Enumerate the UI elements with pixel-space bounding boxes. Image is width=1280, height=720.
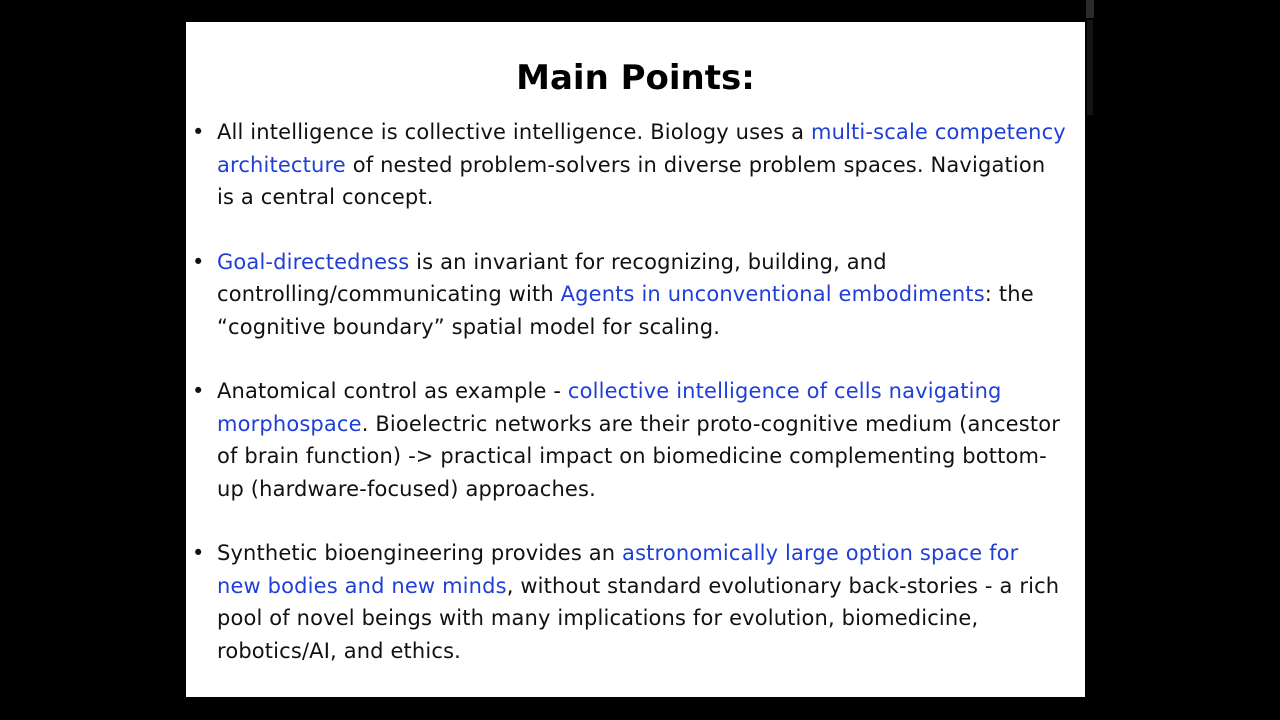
highlighted-phrase: collective intelligence of cells navigating morphospace — [217, 379, 1002, 436]
bullet-point — [186, 375, 1085, 505]
bullet-text: is an invariant for recognizing, building, and controlling/communicating with — [217, 249, 887, 306]
window-edge-artifact — [1086, 0, 1096, 120]
edge-mark — [1087, 20, 1093, 115]
bullet-point — [186, 116, 1085, 214]
bullet-text: Anatomical control as example - — [217, 379, 568, 403]
bullet-list — [186, 116, 1085, 699]
bullet-marker: • — [192, 379, 205, 403]
highlighted-phrase: multi-scale competency architecture — [217, 120, 1066, 177]
highlighted-phrase: Goal-directedness — [217, 249, 410, 274]
bullet-point — [186, 537, 1085, 667]
bullet-text: : the “cognitive boundary” spatial model for scaling. — [217, 282, 1034, 339]
bullet-text: of nested problem-solvers in diverse problem spaces. Navigation is a central concept. — [217, 152, 1046, 209]
bullet-marker: • — [192, 120, 205, 144]
highlighted-phrase: Agents in unconventional embodiments — [560, 282, 985, 306]
bullet-marker: • — [192, 541, 205, 565]
bullet-text: , without standard evolutionary back-stories - a rich pool of novel beings with many implications for evolution, biomedicine, robotics/AI, and ethics. — [217, 573, 1060, 663]
bullet-marker: • — [192, 249, 205, 274]
bullet-point — [186, 246, 1085, 344]
highlighted-phrase: astronomically large option space for new bodies and new minds — [217, 541, 1019, 598]
bullet-text: . Bioelectric networks are their proto-cognitive medium (ancestor of brain function) -> practical impact on biomedicine complementing bottom-up (hardware-focused) approaches. — [217, 411, 1060, 501]
edge-mark — [1086, 0, 1094, 18]
presentation-slide — [186, 22, 1085, 697]
slide-title: Main Points: — [516, 58, 755, 98]
bullet-text: All intelligence is collective intelligence. Biology uses a — [217, 120, 811, 144]
bullet-text: Synthetic bioengineering provides an — [217, 541, 623, 565]
